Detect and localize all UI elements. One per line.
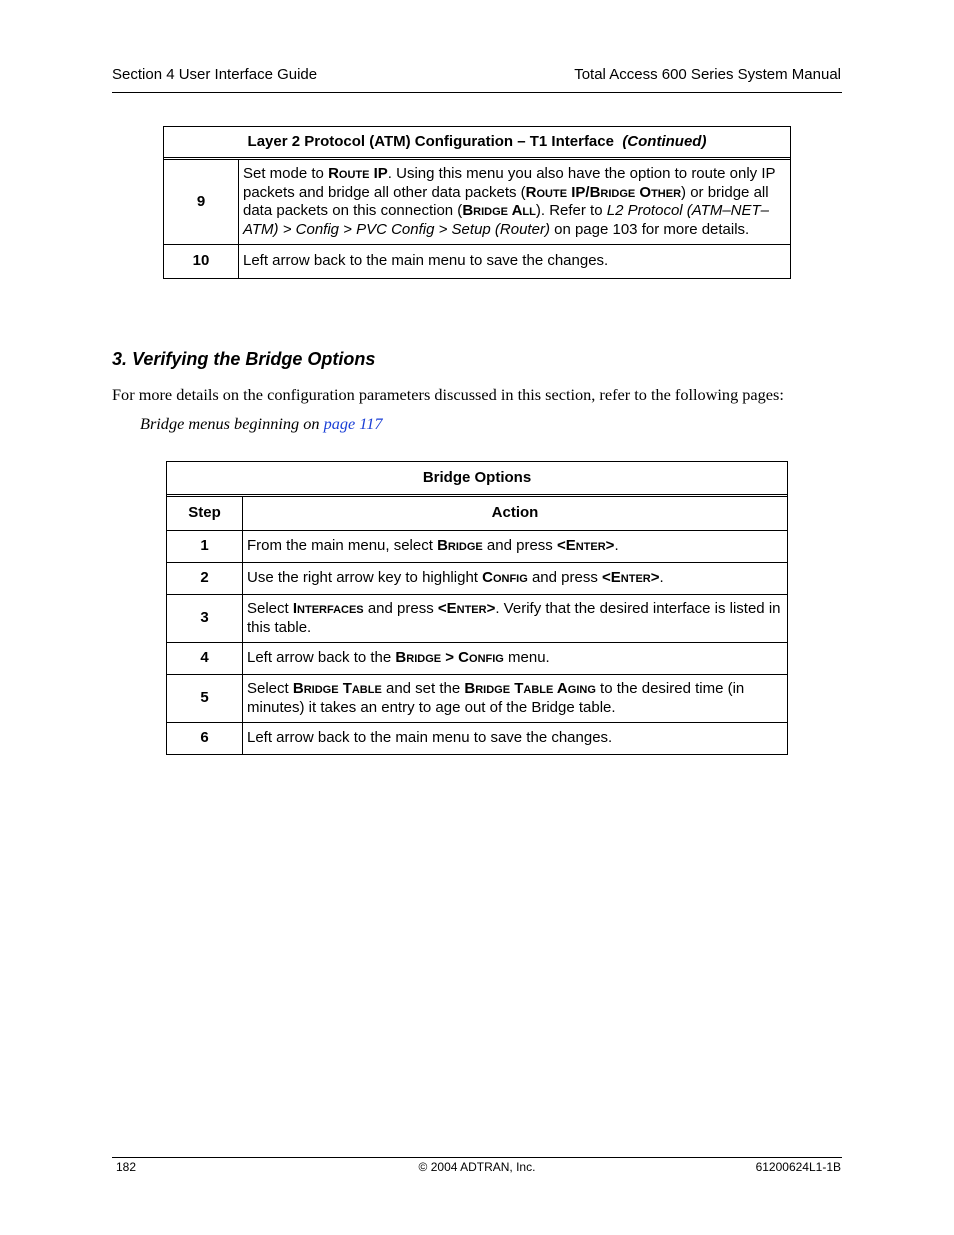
- step-action: Select Bridge Table and set the Bridge Table Aging to the desired time (in minutes) it takes an entry to age out of the Bridge table.: [243, 675, 788, 723]
- header-section: Section 4 User Interface Guide: [112, 66, 318, 83]
- intro-paragraph: For more details on the configuration parameters discussed in this section, refer to the following pages:: [112, 385, 784, 404]
- step-number: 9: [164, 160, 239, 245]
- table-row: [167, 675, 788, 723]
- table-row: [164, 160, 791, 245]
- table-row: [167, 723, 788, 755]
- table-row: [167, 563, 788, 595]
- layer2-config-table: [163, 126, 791, 279]
- table-title: Bridge Options: [167, 462, 788, 495]
- step-action: Left arrow back to the Bridge > Config menu.: [243, 643, 788, 675]
- menu-reference: L2 Protocol (ATM–NET–ATM) > Config > PVC Config > Setup (Router): [243, 202, 770, 238]
- table-row: [167, 595, 788, 643]
- step-number: 5: [167, 675, 243, 723]
- step-number: 2: [167, 563, 243, 595]
- page-reference: Bridge menus beginning on page 117: [140, 414, 383, 433]
- step-action: Set mode to Route IP. Using this menu you also have the option to route only IP packets and bridge all other data packets (Route IP/Bridge Other) or bridge all data packets on this connection (Bridge All). Refer to L2 Protocol (ATM–NET–ATM) > Config > PVC Config > Setup (Router) on page 103 for more details.: [239, 160, 791, 245]
- table-title: Layer 2 Protocol (ATM) Configuration – T1 Interface (Continued): [164, 127, 791, 158]
- step-number: 10: [164, 245, 239, 279]
- step-number: 6: [167, 723, 243, 755]
- document-number: 61200624L1-1B: [755, 1160, 841, 1174]
- bridge-options-table: [166, 461, 788, 755]
- column-header-action: Action: [243, 497, 788, 531]
- step-number: 1: [167, 531, 243, 563]
- header-manual-title: Total Access 600 Series System Manual: [574, 66, 841, 83]
- copyright: © 2004 ADTRAN, Inc.: [418, 1160, 536, 1174]
- step-number: 3: [167, 595, 243, 643]
- footer-rule: [112, 1157, 842, 1158]
- step-number: 4: [167, 643, 243, 675]
- step-action: Left arrow back to the main menu to save the changes.: [239, 245, 791, 279]
- table-row: [164, 245, 791, 279]
- step-action: Left arrow back to the main menu to save the changes.: [243, 723, 788, 755]
- page-number: 182: [116, 1160, 137, 1174]
- page-link[interactable]: page 117: [323, 414, 383, 433]
- table-row: [167, 531, 788, 563]
- step-action: Use the right arrow key to highlight Config and press <Enter>.: [243, 563, 788, 595]
- table-title-continued: (Continued): [622, 132, 707, 150]
- header-rule: [112, 92, 842, 93]
- column-header-step: Step: [167, 497, 243, 531]
- section-heading: 3. Verifying the Bridge Options: [112, 349, 376, 369]
- step-action: From the main menu, select Bridge and press <Enter>.: [243, 531, 788, 563]
- table-row: [167, 643, 788, 675]
- step-action: Select Interfaces and press <Enter>. Verify that the desired interface is listed in this table.: [243, 595, 788, 643]
